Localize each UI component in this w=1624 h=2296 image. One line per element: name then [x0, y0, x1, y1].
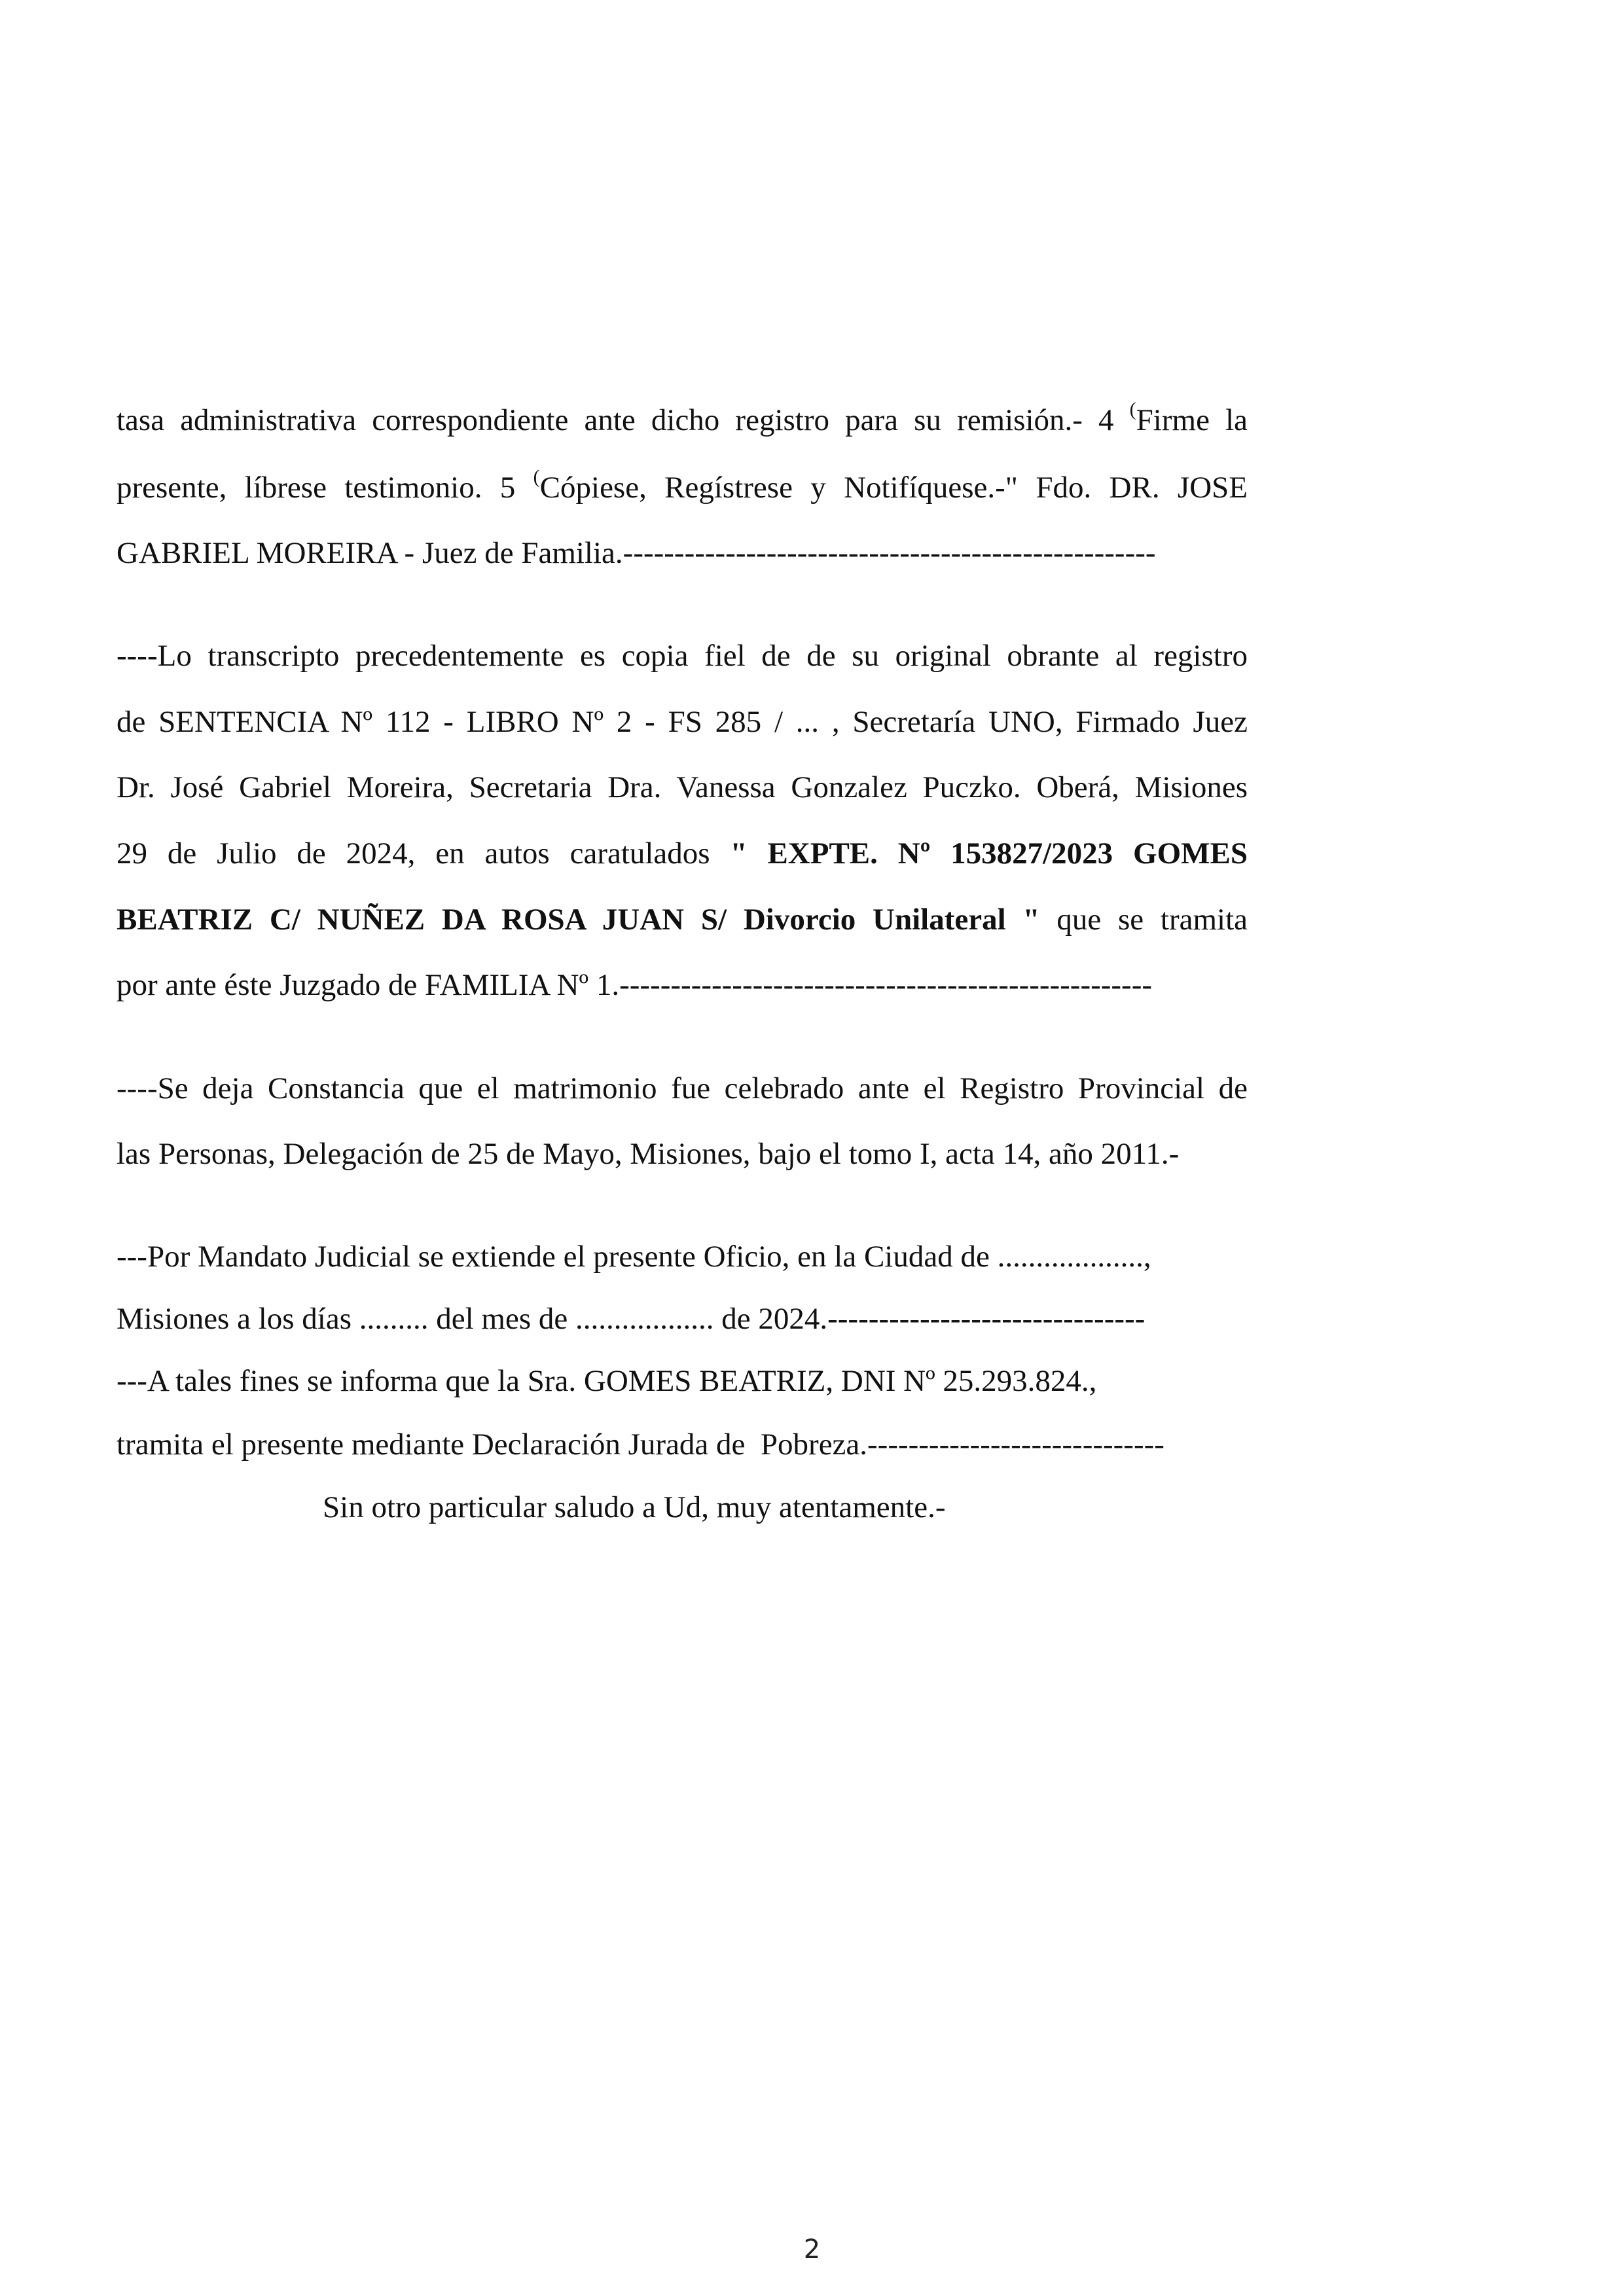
paragraph-2-line-6: por ante éste Juzgado de FAMILIA Nº 1.---------------------------------------------------- [117, 968, 1153, 1002]
superscript-parenthesis: ( [1129, 399, 1136, 420]
text-segment: Firme la [1136, 403, 1248, 437]
paragraph-1-line-1 [117, 401, 1248, 440]
paragraph-2-line-4 [117, 834, 1248, 873]
superscript-parenthesis: ( [533, 466, 540, 488]
paragraph-3-line-1: ----Se deja Constancia que el matrimonio fue celebrado ante el Registro Provincial de [117, 1071, 1248, 1105]
text-segment: tasa administrativa correspondiente ante dicho registro para su remisión.- 4 [117, 403, 1130, 437]
paragraph-2-line-5 [117, 900, 1248, 939]
case-title-bold: BEATRIZ C/ NUÑEZ DA ROSA JUAN S/ Divorcio Unilateral " [117, 903, 1040, 937]
case-title-bold: " EXPTE. Nº 153827/2023 GOMES [730, 836, 1248, 870]
paragraph-3-line-2: las Personas, Delegación de 25 de Mayo, Misiones, bajo el tomo I, acta 14, año 2011.- [117, 1137, 1180, 1171]
paragraph-2-line-3: Dr. José Gabriel Moreira, Secretaria Dra. Vanessa Gonzalez Puczko. Oberá, Misiones [117, 770, 1248, 804]
paragraph-4-line-1: ---Por Mandato Judicial se extiende el presente Oficio, en la Ciudad de ..................., [117, 1240, 1151, 1274]
closing-salutation: Sin otro particular saludo a Ud, muy atentamente.- [323, 1490, 946, 1524]
text-segment: Cópiese, Regístrese y Notifíquese.-" Fdo. DR. JOSE [539, 471, 1248, 505]
paragraph-1-line-3: GABRIEL MOREIRA - Juez de Familia.---------------------------------------------------- [117, 536, 1156, 570]
paragraph-2-line-2: de SENTENCIA Nº 112 - LIBRO Nº 2 - FS 285 / ... , Secretaría UNO, Firmado Juez [117, 705, 1248, 739]
paragraph-4-line-4: tramita el presente mediante Declaración Jurada de Pobreza.----------------------------- [117, 1427, 1164, 1462]
paragraph-4-line-2: Misiones a los días ......... del mes de .................. de 2024.------------------------------- [117, 1302, 1146, 1336]
paragraph-1-line-2 [117, 468, 1248, 507]
text-segment: 29 de Julio de 2024, en autos caratulados [117, 836, 731, 870]
paragraph-2-line-1: ----Lo transcripto precedentemente es copia fiel de de su original obrante al registro [117, 639, 1248, 673]
text-segment: presente, líbrese testimonio. 5 [117, 471, 533, 505]
page-number: 2 [803, 2234, 821, 2265]
text-segment: que se tramita [1039, 903, 1248, 937]
paragraph-4-line-3: ---A tales fines se informa que la Sra. GOMES BEATRIZ, DNI Nº 25.293.824., [117, 1364, 1097, 1398]
